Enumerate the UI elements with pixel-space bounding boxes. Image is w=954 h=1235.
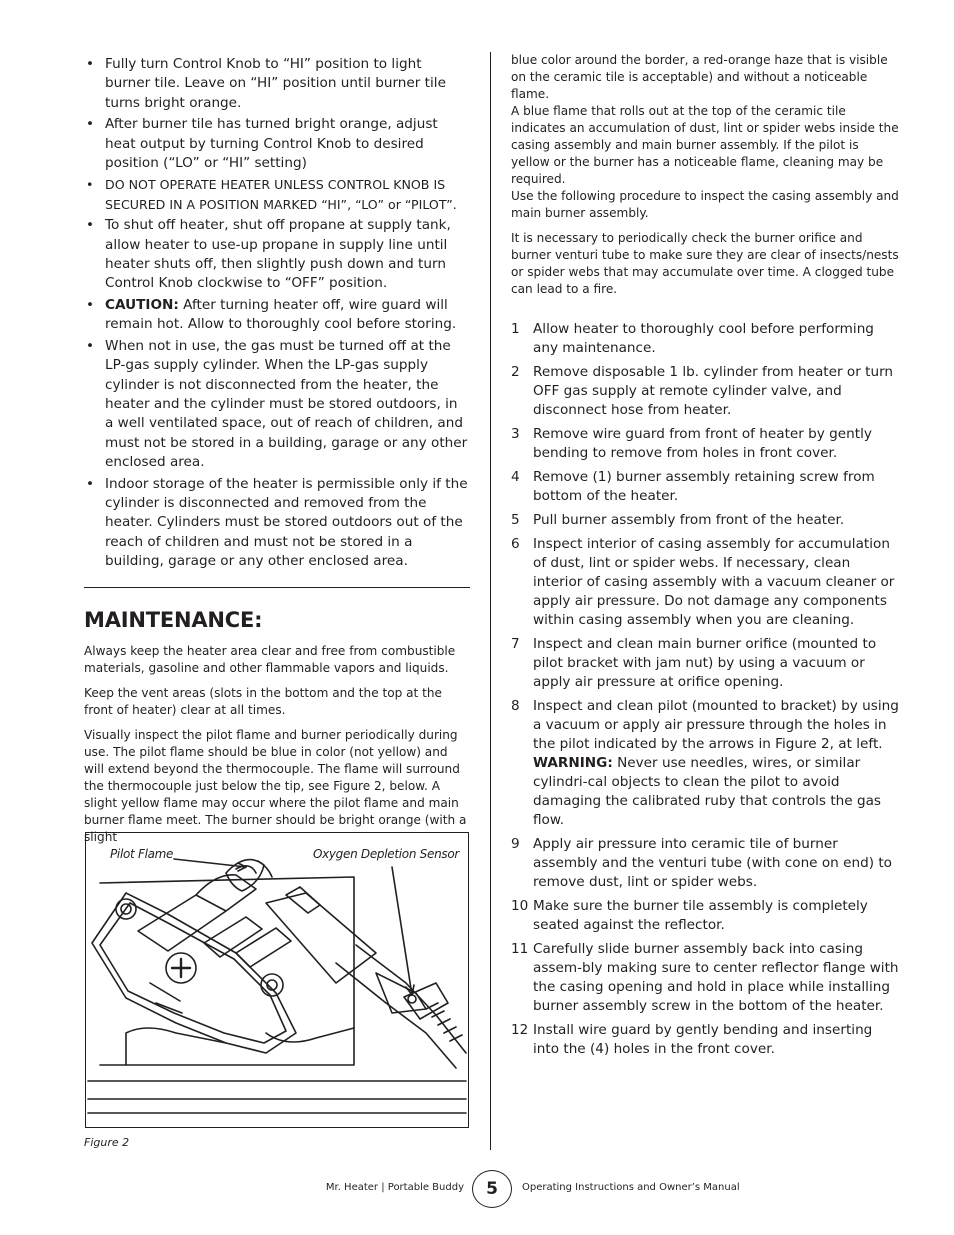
step-item: 12 Install wire guard by gently bending and inserting into the (4) holes in the front cover. [511,1022,873,1057]
list-item: • When not in use, the gas must be turned off at the LP-gas supply cylinder. When the LP-gas supply cylinder is not disconnected from the heater, the heater and the cylinder must be stored outdoors, in a well ventilated space, out of reach of children, and must not be stored in a building, garage or any other enclosed area. [86,337,468,471]
pilot-flame-label: Pilot Flame [110,847,174,861]
step-item: 10 Make sure the burner tile assembly is completely seated against the reflector. [511,898,868,933]
footer-doc-title: Operating Instructions and Owner’s Manual [522,1182,740,1193]
list-item: • To shut off heater, shut off propane at supply tank, allow heater to use-up propane in supply line until heater shuts off, then slightly push down and turn Control Knob clockwise to “OFF” position. [86,217,451,292]
step-item: 5 Pull burner assembly from front of the heater. [511,512,845,528]
step-item: 6 Inspect interior of casing assembly for accumulation of dust, lint or spider webs. If necessary, clean interior of casing assembly with a vacuum cleaner or apply air pressure. Do not damage any components within casing assembly when you are cleaning. [511,536,895,628]
column-divider [490,52,491,1150]
list-item: • Indoor storage of the heater is permissible only if the cylinder is disconnected and removed from the heater. Cylinders must be stored outdoors out of the reach of children and must not be stored in a building, garage or any other enclosed area. [86,475,468,570]
page-number: 5 [472,1170,512,1208]
list-item-caution: • CAUTION: After turning heater off, wire guard will remain hot. Allow to thoroughly cool before storing. [86,296,457,333]
step-item: 4 Remove (1) burner assembly retaining screw from bottom of the heater. [511,469,875,504]
paragraph: blue color around the border, a red-orange haze that is visible on the ceramic tile is acceptable) and without a noticeable flame. [511,53,888,101]
list-item: • DO NOT OPERATE HEATER UNLESS CONTROL KNOB IS SECURED IN A POSITION MARKED “HI”, “LO” or “PILOT”. [86,177,457,212]
operation-bullet-list [84,55,470,572]
paragraph: It is necessary to periodically check the burner orifice and burner venturi tube to make sure they are clear of insects/nests or spider webs that may accumulate over time. A clogged tube can lead to a fire. [511,231,899,296]
list-item: • Fully turn Control Knob to “HI” position to light burner tile. Leave on “HI” position until burner tile turns bright orange. [86,56,446,111]
list-item: • After burner tile has turned bright orange, adjust heat output by turning Control Knob to desired position (“LO” or “HI” setting) [86,116,438,172]
paragraph: Use the following procedure to inspect the casing assembly and main burner assembly. [511,189,899,220]
maintenance-text [84,643,470,854]
figure-2 [85,832,469,1128]
step-item: 1 Allow heater to thoroughly cool before performing any maintenance. [511,321,874,356]
caution-label: CAUTION: [105,296,179,313]
figure-caption: Figure 2 [84,1136,130,1149]
step-item: 11 Carefully slide burner assembly back into casing assem-bly making sure to center reflector flange with the casing opening and hold in place while installing burner assembly screw in the bottom of the heater. [511,941,899,1014]
oxygen-depletion-sensor-label: Oxygen Depletion Sensor [312,847,459,861]
warning-label: WARNING: [533,755,613,771]
paragraph: Keep the vent areas (slots in the bottom and the top at the front of heater) clear at all times. [84,686,442,717]
step-item: 7 Inspect and clean main burner orifice (mounted to pilot bracket with jam nut) by using a vacuum or apply air pressure at orifice opening. [511,636,877,690]
paragraph: A blue flame that rolls out at the top of the ceramic tile indicates an accumulation of dust, lint or spider webs inside the casing assembly and main burner assembly. If the pilot is yellow or the burner has a noticeable flame, cleaning may be required. [511,104,899,186]
left-column [84,55,470,574]
pilot-assembly-illustration [86,833,468,1127]
page-footer [0,1170,954,1210]
right-column [511,52,901,1064]
footer-brand: Mr. Heater | Portable Buddy [325,1182,464,1193]
step-item: 2 Remove disposable 1 lb. cylinder from heater or turn OFF gas supply at remote cylinder valve, and disconnect hose from heater. [511,364,894,418]
step-item: 8 Inspect and clean pilot (mounted to bracket) by using a vacuum or apply air pressure through the holes in the pilot indicated by the arrows in Figure 2, at left. WARNING: Never use needles, wires, or similar cylindri-cal objects to clean the pilot to avoid damaging the calibrated ruby that controls the gas flow. [511,698,899,828]
maintenance-heading: MAINTENANCE: [84,608,263,632]
step-item: 3 Remove wire guard from front of heater by gently bending to remove from holes in front cover. [511,426,872,461]
step-item: 9 Apply air pressure into ceramic tile of burner assembly and the venturi tube (with cone on end) to remove dust, lint or spider webs. [511,836,892,890]
section-divider [84,587,470,588]
maintenance-steps [511,320,901,1059]
paragraph: Visually inspect the pilot flame and burner periodically during use. The pilot flame should be blue in color (not yellow) and will extend beyond the thermocouple. The flame will surround the thermocouple just below the tip, see Figure 2, below. A slight yellow flame may occur where the pilot flame and main burner flame meet. The burner should be bright orange (with a slight [84,728,467,844]
paragraph: Always keep the heater area clear and free from combustible materials, gasoline and other flammable vapors and liquids. [84,644,456,675]
intro-block [511,52,901,222]
